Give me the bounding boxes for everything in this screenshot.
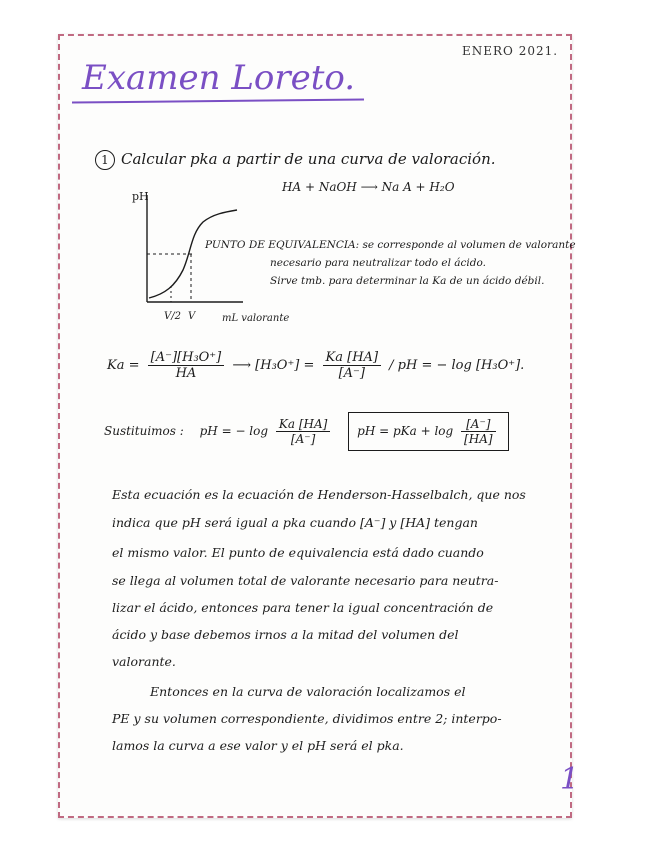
ka-prefix: Ka = <box>107 358 140 373</box>
substitution-denominator: [A⁻] <box>290 432 316 446</box>
equivalence-note-2: necesario para neutralizar todo el ácido. <box>270 257 486 269</box>
h3o-numerator: Ka [HA] <box>323 350 381 366</box>
equivalence-note-3: Sirve tmb. para determinar la Ka de un ácido débil. <box>270 275 545 287</box>
question-1 <box>95 150 496 170</box>
paragraph1-line: lizar el ácido, entonces para tener la igual concentración de <box>112 600 494 615</box>
question-text: Calcular pka a partir de una curva de valoración. <box>121 150 496 168</box>
hh-denominator: [HA] <box>464 432 493 446</box>
graph-x-label: mL valorante <box>222 313 290 324</box>
graph-y-label: pH <box>132 190 149 203</box>
substitution-label: Sustituimos : <box>104 424 184 438</box>
substitution-fraction <box>276 417 330 446</box>
substitution-expression: pH = − log <box>199 424 269 438</box>
reaction-equation: HA + NaOH ⟶ Na A + H₂O <box>282 180 455 194</box>
exam-date: ENERO 2021. <box>462 44 559 58</box>
question-number: 1 <box>95 150 115 170</box>
paragraph2-line: lamos la curva a ese valor y el pH será el pka. <box>112 738 404 753</box>
graph-tick-half-volume: V/2 <box>164 311 181 322</box>
paragraph1-line: ácido y base debemos irnos a la mitad del volumen del <box>112 627 459 642</box>
ka-denominator: HA <box>175 366 197 381</box>
paragraph2-line: PE y su volumen correspondiente, dividimos entre 2; interpo- <box>112 711 502 726</box>
equivalence-note-1: PUNTO DE EQUIVALENCIA: se corresponde al volumen de valorante <box>205 239 576 251</box>
substitution-numerator: Ka [HA] <box>276 417 330 432</box>
graph-tick-volume: V <box>188 311 196 322</box>
paragraph1-line: Esta ecuación es la ecuación de Henderson-Hasselbalch, que nos <box>112 487 526 502</box>
h3o-fraction <box>323 350 381 381</box>
hh-numerator: [A⁻] <box>461 417 496 432</box>
ka-fraction <box>148 350 225 381</box>
paragraph1-line: valorante. <box>112 654 176 669</box>
ka-numerator: [A⁻][H₃O⁺] <box>148 350 225 366</box>
hh-prefix: pH = pKa + log <box>357 424 454 438</box>
paragraph1-line: el mismo valor. El punto de equivalencia está dado cuando <box>112 545 484 560</box>
henderson-hasselbalch-box <box>348 412 508 451</box>
paragraph2-line: Entonces en la curva de valoración localizamos el <box>150 684 466 699</box>
ka-equation-row <box>107 350 524 381</box>
titration-curve <box>149 210 237 298</box>
page-title: Examen Loreto. <box>82 58 356 98</box>
paragraph1-line: indica que pH será igual a pka cuando [A⁻] y [HA] tengan <box>112 515 478 530</box>
paragraph1-line: se llega al volumen total de valorante necesario para neutra- <box>112 573 499 588</box>
titration-curve-sketch <box>125 190 255 315</box>
h3o-prefix: ⟶ [H₃O⁺] = <box>232 358 315 373</box>
page-number: 1 <box>560 762 580 797</box>
h3o-denominator: [A⁻] <box>338 366 365 381</box>
substitution-row <box>104 412 509 451</box>
ph-definition: / pH = − log [H₃O⁺]. <box>389 358 525 373</box>
hh-fraction <box>461 417 496 446</box>
